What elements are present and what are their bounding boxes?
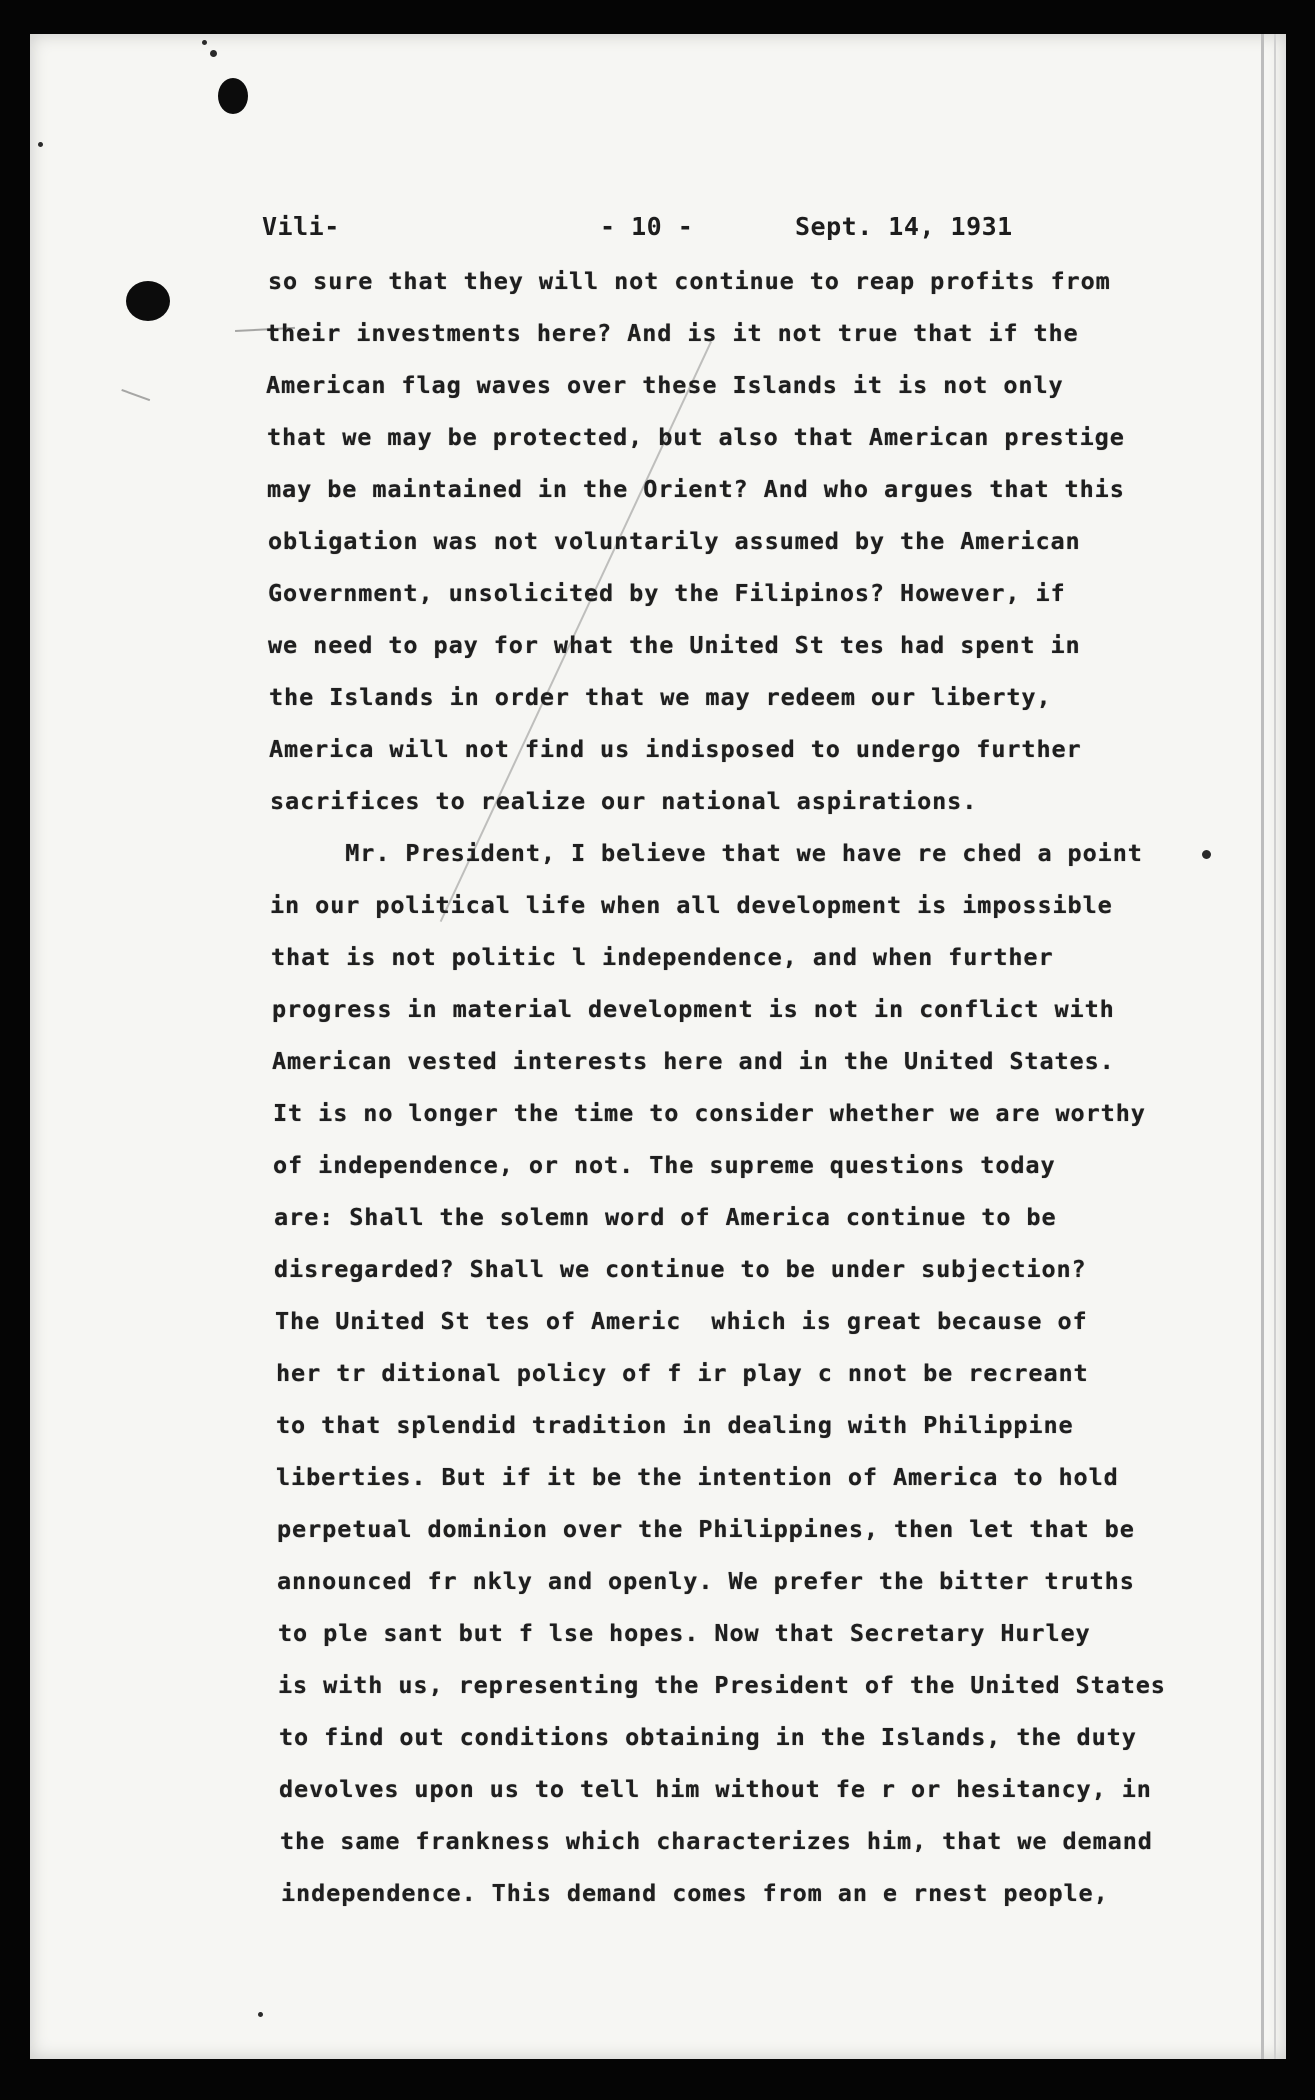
ink-blot-margin [126,281,170,321]
pencil-stroke-margin-2 [121,389,150,401]
text-line: to ple sant but f lse hopes. Now that Secretary Hurley [278,1619,1091,1647]
text-line: perpetual dominion over the Philippines, then let that be [277,1515,1135,1543]
ink-blot-top [218,78,248,114]
header-date: Sept. 14, 1931 [795,212,1013,241]
text-line: in our political life when all development is impossible [270,891,1113,919]
text-line: her tr ditional policy of f ir play c nnot be recreant [276,1359,1089,1387]
page-header [30,212,1286,252]
text-line: may be maintained in the Orient? And who argues that this [267,475,1125,503]
text-line: America will not find us indisposed to undergo further [269,735,1082,763]
ink-speck-right [1202,850,1211,859]
ink-speck-top [210,50,217,57]
text-line: the Islands in order that we may redeem our liberty, [269,683,1052,711]
page-number: - 10 - [600,212,694,241]
ink-speck-left [38,142,43,147]
text-line: It is no longer the time to consider whether we are worthy [273,1099,1146,1127]
text-line: progress in material development is not in conflict with [272,995,1115,1023]
text-line: so sure that they will not continue to reap profits from [268,267,1111,295]
text-line: we need to pay for what the United St tes had spent in [268,631,1081,659]
header-reference: Vili- [262,212,340,241]
text-line: their investments here? And is it not true that if the [266,319,1079,347]
text-line: are: Shall the solemn word of America continue to be [274,1203,1057,1231]
text-line: of independence, or not. The supreme questions today [273,1151,1056,1179]
document-page [30,34,1286,2059]
text-line: disregarded? Shall we continue to be under subjection? [274,1255,1087,1283]
text-line: to that splendid tradition in dealing with Philippine [276,1411,1074,1439]
text-line: independence. This demand comes from an e rnest people, [281,1879,1109,1907]
text-line: American vested interests here and in the United States. [272,1047,1115,1075]
text-line: to find out conditions obtaining in the Islands, the duty [279,1723,1137,1751]
text-line: liberties. But if it be the intention of America to hold [276,1463,1119,1491]
ink-speck-bottom [258,2012,263,2017]
text-line: devolves upon us to tell him without fe r or hesitancy, in [279,1775,1152,1803]
text-line: American flag waves over these Islands it is not only [266,371,1064,399]
ink-speck-top-2 [202,40,207,45]
text-line: that is not politic l independence, and when further [271,943,1054,971]
text-line: Government, unsolicited by the Filipinos? However, if [268,579,1066,607]
text-line: The United St tes of Americ which is great because of [275,1307,1088,1335]
page-edge-rule-outer [1274,34,1276,2059]
text-line: that we may be protected, but also that American prestige [267,423,1125,451]
text-line: announced fr nkly and openly. We prefer the bitter truths [277,1567,1135,1595]
text-line: the same frankness which characterizes him, that we demand [280,1827,1153,1855]
page-edge-rule [1261,34,1264,2059]
text-line: is with us, representing the President of the United States [278,1671,1166,1699]
text-line: obligation was not voluntarily assumed by the American [268,527,1081,555]
text-line: Mr. President, I believe that we have re ched a point [270,839,1143,867]
text-line: sacrifices to realize our national aspirations. [270,787,978,815]
